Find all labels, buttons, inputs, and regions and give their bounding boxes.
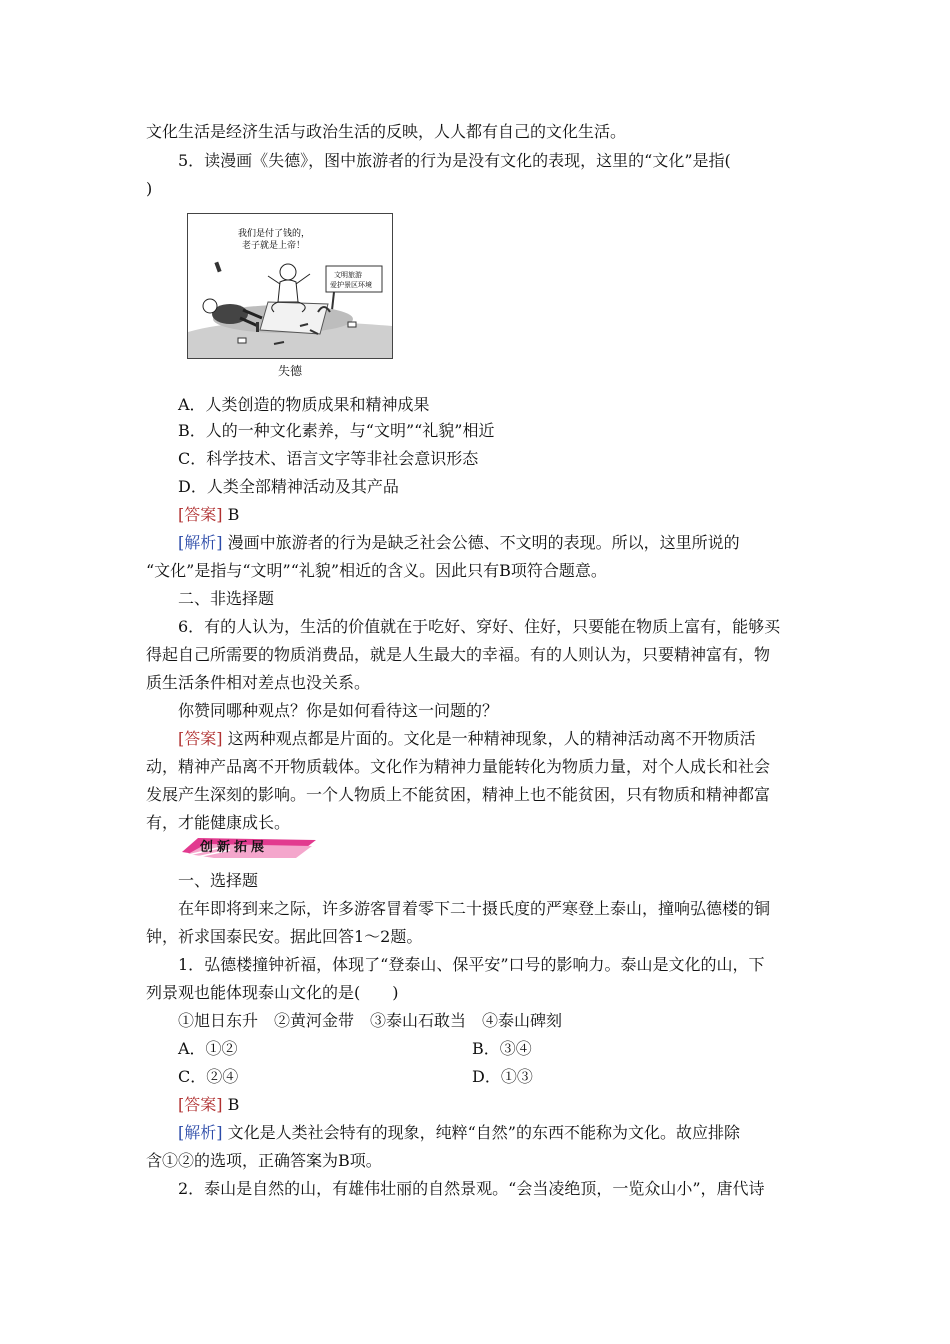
explanation-text: 文化是人类社会特有的现象，纯粹“自然”的东西不能称为文化。故应排除 <box>222 1123 740 1142</box>
option-c: C．②④ <box>178 1067 239 1086</box>
question-1-items: ①旭日东升 ②黄河金带 ③泰山石敢当 ④泰山碑刻 <box>178 1011 563 1030</box>
answer-line <box>178 505 838 525</box>
question-6-line: 得起自己所需要的物质消费品，就是人生最大的幸福。有的人则认为，只要精神富有，物 <box>146 645 771 664</box>
comic-caption: 失德 <box>277 364 302 378</box>
comic-sign-line-2: 爱护景区环境 <box>330 281 372 289</box>
answer-tag: [答案] <box>178 729 223 748</box>
intro-line: 在年即将到来之际，许多游客冒着零下二十摄氏度的严寒登上泰山，撞响弘德楼的铜 <box>178 899 771 918</box>
banner-label: 创新拓展 <box>200 840 269 855</box>
section-heading: 一、选择题 <box>178 871 259 890</box>
answer-value: B <box>222 505 240 524</box>
option-row <box>178 1067 838 1087</box>
answer-value: B <box>222 1095 240 1114</box>
question-5-stem: 5．读漫画《失德》，图中旅游者的行为是没有文化的表现，这里的“文化”是指( <box>178 151 731 170</box>
comic-sign-line-1: 文明旅游 <box>334 271 362 279</box>
question-6-line: 你赞同哪种观点？你是如何看待这一问题的？ <box>178 701 499 720</box>
answer-tag: [答案] <box>178 1095 223 1114</box>
explanation-text: 漫画中旅游者的行为是缺乏社会公德、不文明的表现。所以，这里所说的 <box>222 533 740 552</box>
comic-speech-line-2: 老子就是上帝！ <box>242 241 306 251</box>
question-5-stem-end: ) <box>146 179 153 198</box>
comic-speech-line-1: 我们是付了钱的， <box>238 229 311 239</box>
answer-text: 这两种观点都是片面的。文化是一种精神现象，人的精神活动离不开物质活 <box>222 729 756 748</box>
question-1-line: 1．弘德楼撞钟祈福，体现了“登泰山、保平安”口号的影响力。泰山是文化的山，下 <box>178 955 765 974</box>
answer-line <box>178 1095 838 1115</box>
answer-line: 有，才能健康成长。 <box>146 813 291 832</box>
section-heading: 二、非选择题 <box>178 589 275 608</box>
answer-line: 发展产生深刻的影响。一个人物质上不能贫困，精神上也不能贫困，只有物质和精神都富 <box>146 785 771 804</box>
intro-line: 钟，祈求国泰民安。据此回答1～2题。 <box>146 927 423 946</box>
explanation-line <box>178 533 838 553</box>
explanation-line: 含①②的选项，正确答案为B项。 <box>146 1151 382 1170</box>
option-a: A．人类创造的物质成果和精神成果 <box>178 395 430 414</box>
option-row <box>178 1039 838 1059</box>
option-c: C．科学技术、语言文字等非社会意识形态 <box>178 449 479 468</box>
explanation-line: “文化”是指与“文明”“礼貌”相近的含义。因此只有B项符合题意。 <box>146 561 607 580</box>
paragraph-line: 文化生活是经济生活与政治生活的反映，人人都有自己的文化生活。 <box>146 122 627 141</box>
question-2-line: 2．泰山是自然的山，有雄伟壮丽的自然景观。“会当凌绝顶，一览众山小”，唐代诗 <box>178 1179 765 1198</box>
question-6-line: 质生活条件相对差点也没关系。 <box>146 673 371 692</box>
option-b: B．人的一种文化素养，与“文明”“礼貌”相近 <box>178 421 495 440</box>
explanation-tag: [解析] <box>178 533 223 552</box>
option-d: D．人类全部精神活动及其产品 <box>178 477 399 496</box>
answer-line: 动，精神产品离不开物质载体。文化作为精神力量能转化为物质力量，对个人成长和社会 <box>146 757 771 776</box>
explanation-line <box>178 1123 838 1143</box>
comic-illustration <box>187 213 393 359</box>
answer-line <box>178 729 838 749</box>
question-6-line: 6．有的人认为，生活的价值就在于吃好、穿好、住好，只要能在物质上富有，能够买 <box>178 617 781 636</box>
question-1-line: 列景观也能体现泰山文化的是( ) <box>146 983 399 1002</box>
option-a: A．①② <box>178 1039 238 1058</box>
explanation-tag: [解析] <box>178 1123 223 1142</box>
option-d: D．①③ <box>472 1067 533 1086</box>
option-b: B．③④ <box>472 1039 532 1058</box>
answer-tag: [答案] <box>178 505 223 524</box>
